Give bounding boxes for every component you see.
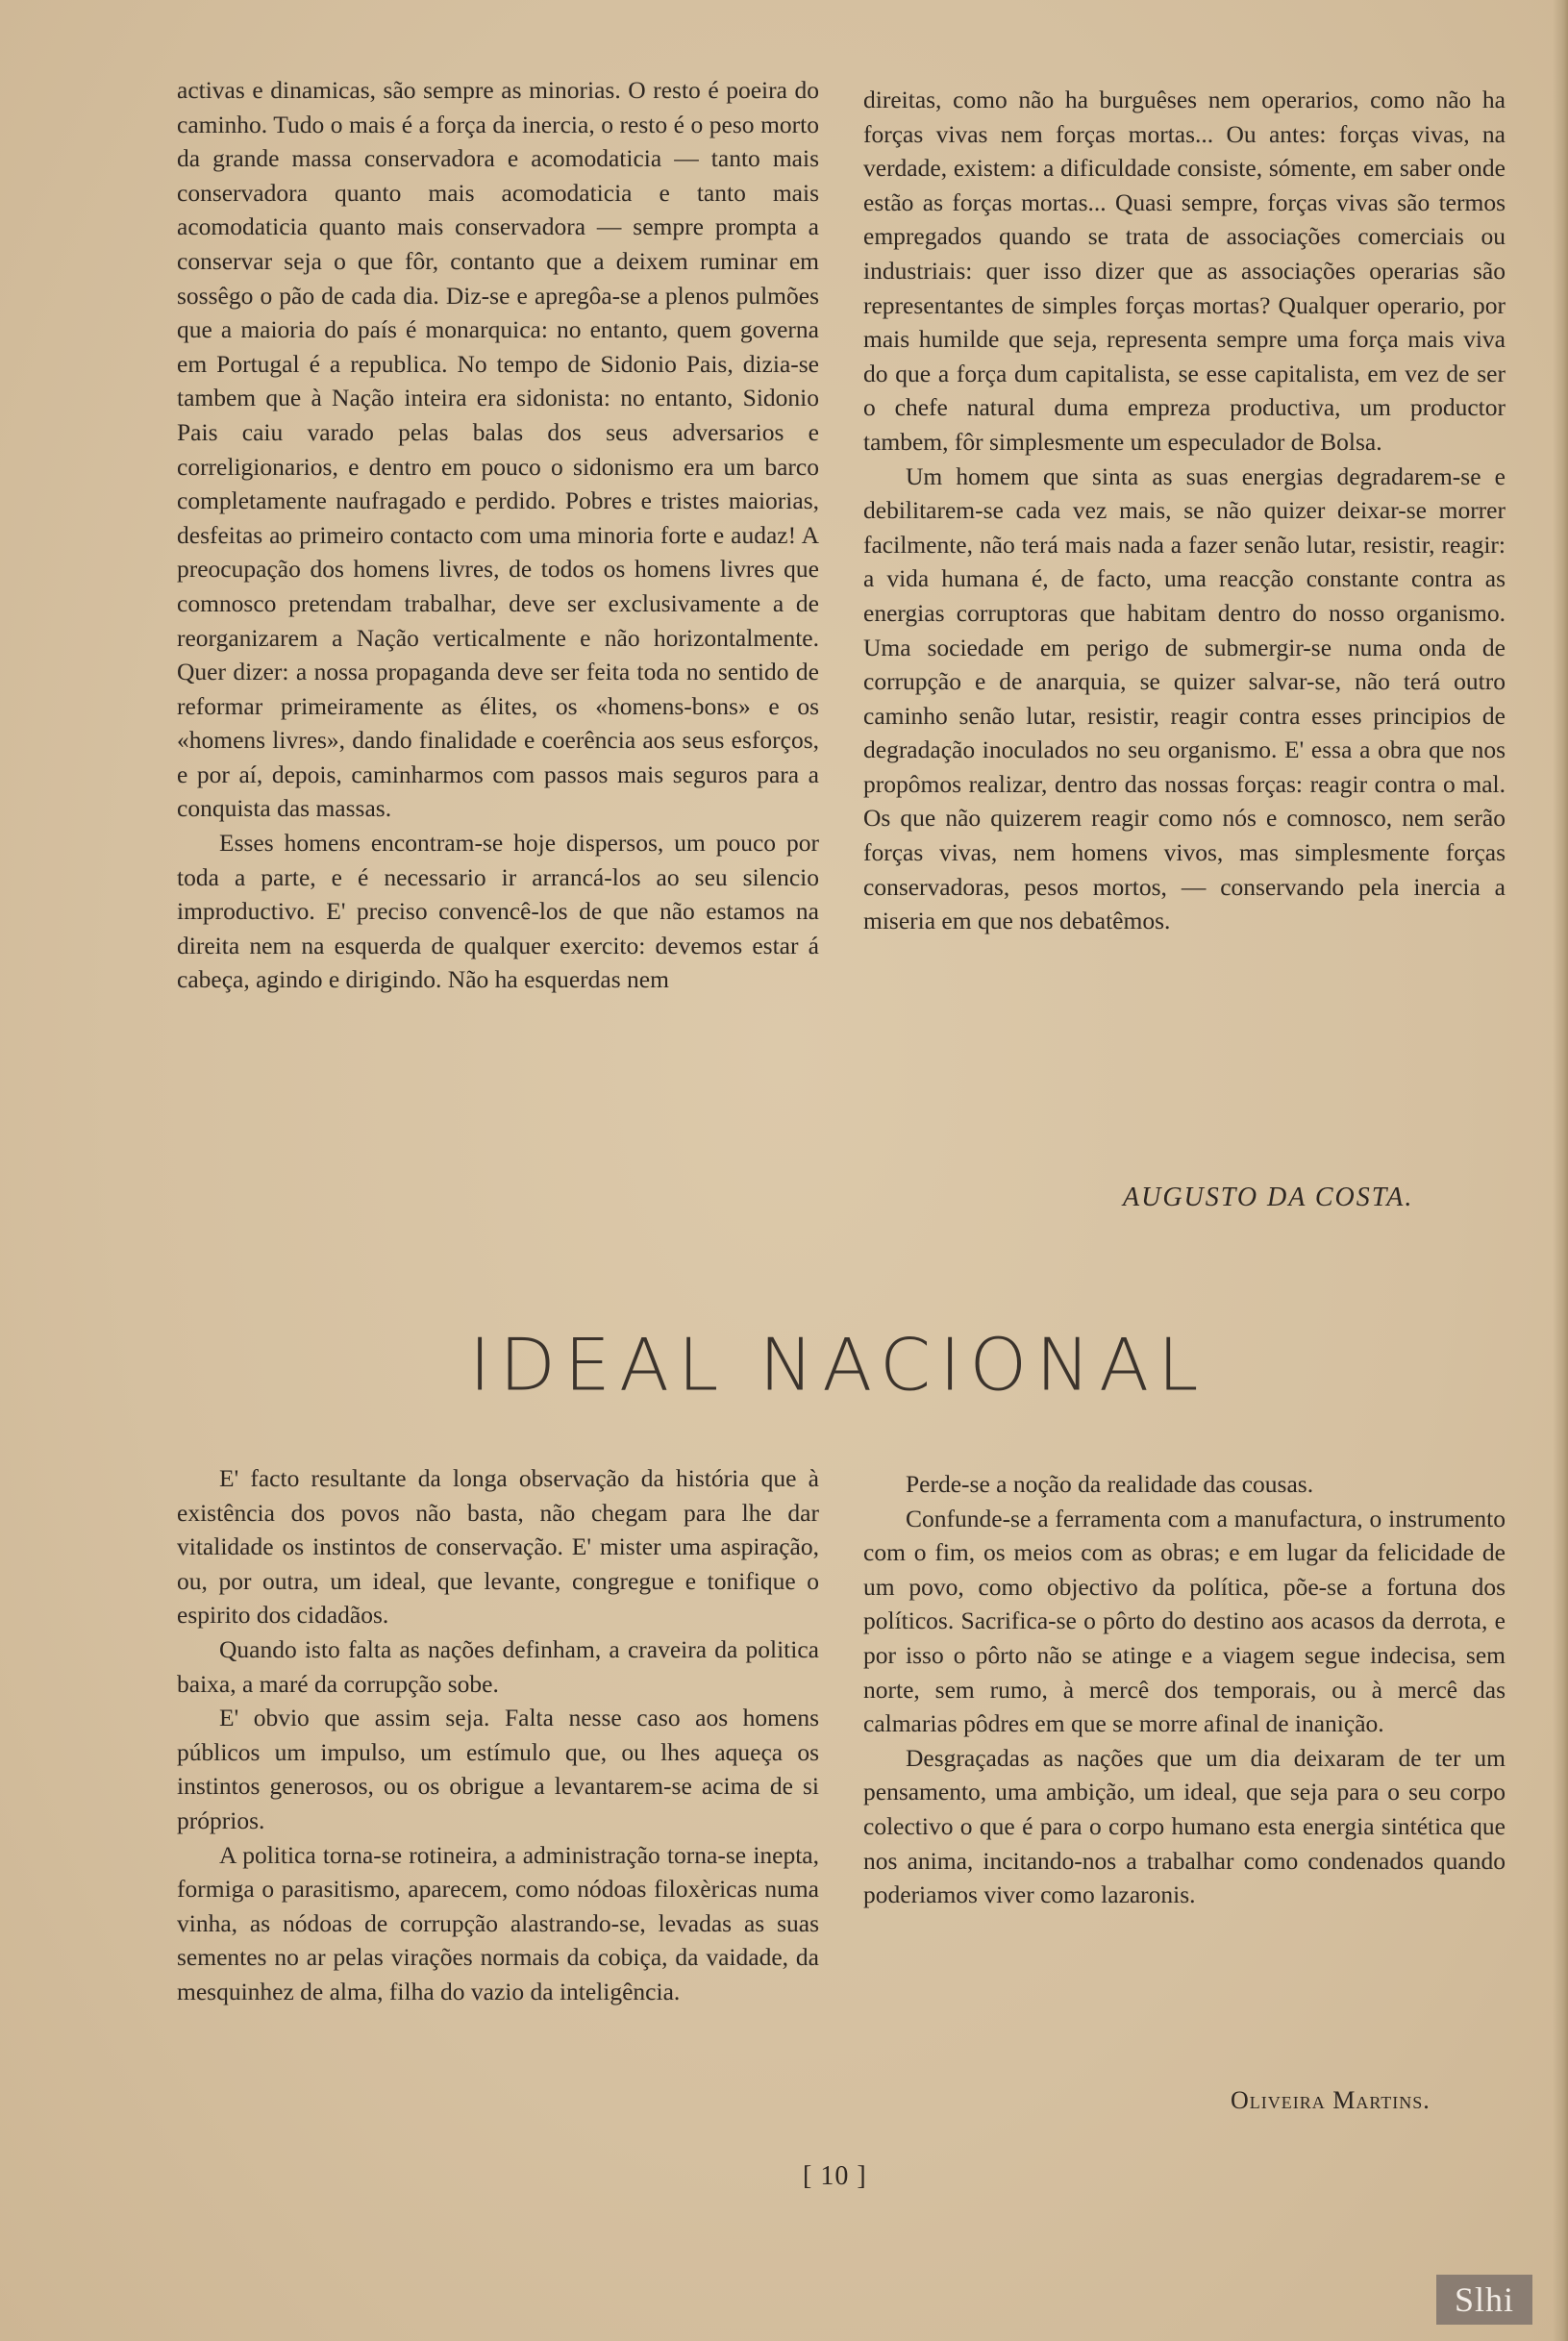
paragraph: Esses homens encontram-se hoje dispersos, um pouco por toda a parte, e é necessario ir arrancá-los ao seu silencio improductivo. E' preciso convencê-los de que não estamos na direita nem na esquerda de qualquer exercito: devemos estar á cabeça, agindo e dirigindo. Não ha esquerdas nem (177, 829, 819, 994)
paragraph: direitas, como não ha burguêses nem operarios, como não ha forças vivas nem forças mortas... Ou antes: forças vivas, na verdade, existem: a dificuldade consiste, sómente, em saber onde estão as forças mortas... Quasi sempre, forças vivas são termos empregados quando se trata de associações comerciais ou industriais: quer isso dizer que as associações operarias são representantes de simples forças mortas? Qualquer operario, por mais humilde que seja, representa sempre uma força mais viva do que a força dum capitalista, se esse capitalista, em vez de ser o chefe natural duma empreza productiva, um productor tambem, fôr simplesmente um especulador de Bolsa. (863, 86, 1506, 456)
paragraph: Confunde-se a ferramenta com a manufactura, o instrumento com o fim, os meios com as obras; e em lugar da felicidade de um povo, como objectivo da política, põe-se a fortuna dos políticos. Sacrifica-se o pôrto do destino aos acasos da derrota, e por isso o pôrto não se atinge e a viagem segue indecisa, sem norte, sem rumo, à mercê dos temporais, ou à mercê das calmarias pôdres em que se morre afinal de inanição. (863, 1504, 1506, 1738)
paragraph: A politica torna-se rotineira, a administração torna-se inepta, formiga o parasitismo, aparecem, como nódoas filoxèricas numa vinha, as nódoas de corrupção alastrando-se, levadas as suas sementes no ar pelas virações normais da cobiça, da vaidade, da mesquinhez de alma, filha do vazio da inteligência. (177, 1840, 819, 2005)
paragraph: E' obvio que assim seja. Falta nesse caso aos homens públicos um impulso, um estímulo que, ou lhes aqueça os instintos generosos, ou os obrigue a levantarem-se acima de si próprios. (177, 1704, 819, 1834)
article2-left-column (177, 1461, 819, 2009)
paragraph: E' facto resultante da longa observação da história que à existência dos povos não basta, não chegam para lhe dar vitalidade os instintos de conservação. E' mister uma aspiração, ou, por outra, um ideal, que levante, congregue e tonifique o espirito dos cidadãos. (177, 1464, 819, 1630)
paragraph: Quando isto falta as nações definham, a craveira da politica baixa, a maré da corrupção sobe. (177, 1634, 819, 1698)
page-edge-shadow (1553, 0, 1568, 2341)
article2-right-column (863, 1467, 1506, 1912)
paragraph: Perde-se a noção da realidade das cousas. (906, 1470, 1314, 1498)
paragraph: Desgraçadas as nações que um dia deixaram de ter um pensamento, uma ambição, um ideal, que seja para o seu corpo colectivo o que é para o corpo humano esta energia sintética que nos anima, incitando-nos a trabalhar como condenados quando poderiamos viver como lazaronis. (863, 1743, 1506, 1909)
article1-right-column (863, 83, 1506, 938)
watermark-logo: Slhi (1436, 2275, 1532, 2325)
article2-title: IDEAL NACIONAL (469, 1322, 1207, 1407)
paragraph: Um homem que sinta as suas energias degradarem-se e debilitarem-se cada vez mais, se não quizer deixar-se morrer facilmente, não terá mais nada a fazer senão lutar, resistir, reagir: a vida humana é, de facto, uma reacção constante contra as energias corruptoras que habitam dentro do nosso organismo. Uma sociedade em perigo de submergir-se numa onda de corrupção e de anarquia, se quizer salvar-se, não terá outro caminho senão lutar, resistir, reagir contra esses principios de degradação inoculados no seu organismo. E' essa a obra que nos propômos realizar, dentro das nossas forças: reagir contra o mal. Os que não quizerem reagir como nós e comnosco, nem serão forças vivas, nem homens vivos, mas simplesmente forças conservadoras, pesos mortos, — conservando pela inercia a miseria em que nos debatêmos. (863, 461, 1506, 935)
article1-left-column (177, 73, 819, 997)
paragraph: activas e dinamicas, são sempre as minorias. O resto é poeira do caminho. Tudo o mais é a força da inercia, o resto é o peso morto da grande massa conservadora e acomodaticia — tanto mais conservadora quanto mais acomodaticia e tanto mais acomodaticia quanto mais conservadora — sempre prompta a conservar seja o que fôr, contanto que a deixem ruminar em sossêgo o pão de cada dia. Diz-se e apregôa-se a plenos pulmões que a maioria do país é monarquica: no entanto, quem governa em Portugal é a republica. No tempo de Sidonio Pais, dizia-se tambem que à Nação inteira era sidonista: no entanto, Sidonio Pais caiu varado pelas balas dos seus adversarios e correligionarios, e dentro em pouco o sidonismo era um barco completamente naufragado e perdido. Pobres e tristes maiorias, desfeitas ao primeiro contacto com uma minoria forte e audaz! A preocupação dos homens livres, de todos os homens livres que comnosco pretendam trabalhar, deve ser exclusivamente a de reorganizarem a Nação verticalmente e não horizontalmente. Quer dizer: a nossa propaganda deve ser feita toda no sentido de reformar primeiramente as élites, os «homens-bons» e os «homens livres», dando finalidade e coerência aos seus esforços, e por aí, depois, caminharmos com passos mais seguros para a conquista das massas. (177, 76, 819, 823)
article1-signature: AUGUSTO DA COSTA. (1123, 1183, 1414, 1212)
article2-signature: Oliveira Martins. (1231, 2086, 1431, 2114)
page-number: [ 10 ] (803, 2161, 867, 2191)
